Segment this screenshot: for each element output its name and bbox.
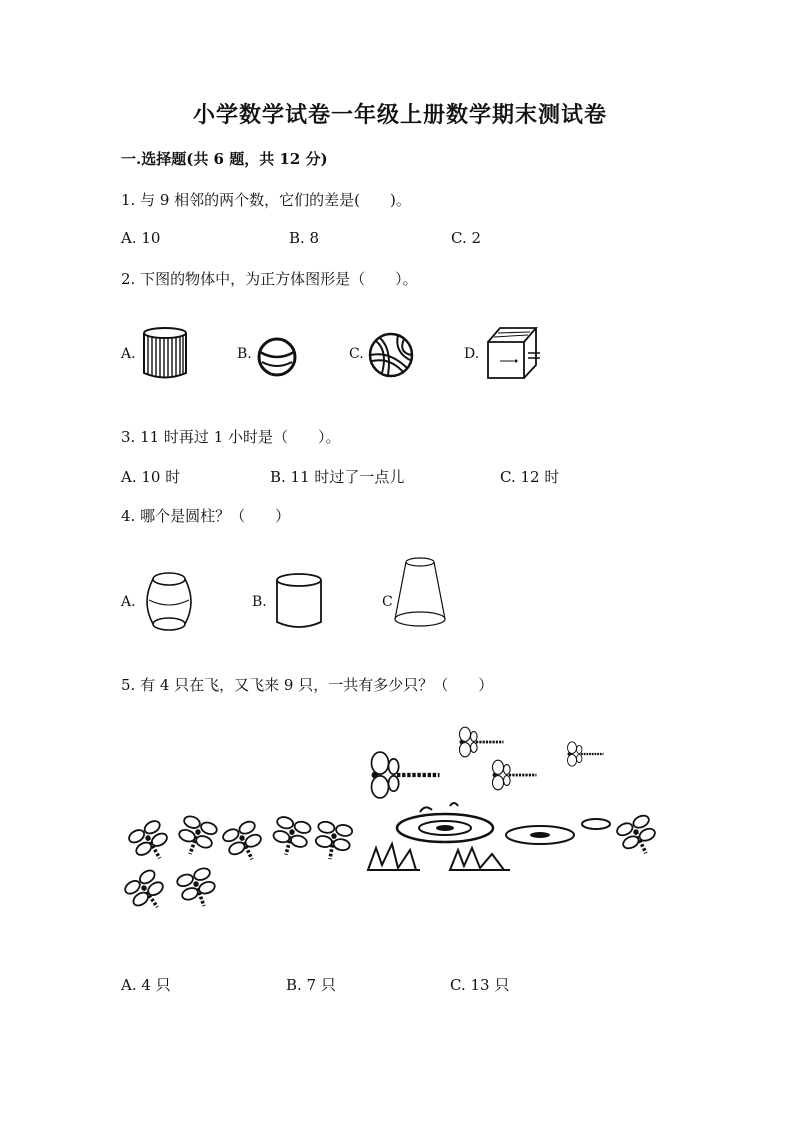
question-4-text: 4. 哪个是圆柱？（ ） bbox=[121, 507, 291, 525]
dragonfly-icon bbox=[176, 866, 220, 912]
barrel-icon bbox=[143, 570, 195, 634]
q3-option-a[interactable]: A. 10 时 bbox=[121, 468, 181, 486]
q3-option-b[interactable]: B. 11 时过了一点儿 bbox=[270, 468, 405, 486]
q4-label-b[interactable]: B. bbox=[252, 594, 267, 610]
q2-label-d[interactable]: D. bbox=[464, 346, 480, 362]
dragonfly-icon bbox=[313, 821, 353, 862]
dragonfly-icon bbox=[460, 727, 504, 757]
question-2-text: 2. 下图的物体中，为正方体图形是（ ）。 bbox=[121, 270, 418, 288]
question-1-text: 1. 与 9 相邻的两个数，它们的差是( )。 bbox=[121, 191, 411, 209]
q4-label-c[interactable]: C bbox=[382, 594, 393, 610]
striped-cylinder-icon bbox=[142, 326, 188, 380]
q1-option-b[interactable]: B. 8 bbox=[289, 229, 320, 247]
q2-label-c[interactable]: C. bbox=[349, 346, 364, 362]
ball-icon bbox=[256, 334, 298, 380]
dragonfly-icon bbox=[568, 742, 604, 766]
q5-option-c[interactable]: C. 13 只 bbox=[450, 976, 510, 994]
pond-icon bbox=[397, 803, 610, 844]
q3-option-c[interactable]: C. 12 时 bbox=[500, 468, 560, 486]
dragonfly-icon bbox=[372, 752, 440, 798]
grass-icon bbox=[368, 844, 510, 870]
q5-option-a[interactable]: A. 4 只 bbox=[121, 976, 171, 994]
question-3-text: 3. 11 时再过 1 小时是（ ）。 bbox=[121, 428, 341, 446]
dragonfly-icon bbox=[127, 819, 175, 867]
cup-icon bbox=[392, 555, 448, 631]
dragonfly-icon bbox=[221, 819, 267, 866]
box-icon bbox=[486, 325, 542, 381]
volleyball-icon bbox=[368, 331, 414, 379]
q2-label-b[interactable]: B. bbox=[237, 346, 252, 362]
dragonfly-icon bbox=[493, 760, 537, 790]
dragonfly-icon bbox=[123, 868, 172, 917]
dragonfly-icon bbox=[269, 815, 311, 859]
q4-label-a[interactable]: A. bbox=[121, 594, 136, 610]
q2-label-a[interactable]: A. bbox=[121, 346, 136, 362]
q1-option-c[interactable]: C. 2 bbox=[451, 229, 482, 247]
dragonfly-icon bbox=[174, 814, 218, 860]
question-5-text: 5. 有 4 只在飞，又飞来 9 只，一共有多少只？（ ） bbox=[121, 676, 494, 694]
page-title: 小学数学试卷一年级上册数学期末测试卷 bbox=[192, 102, 607, 128]
q1-option-a[interactable]: A. 10 bbox=[121, 229, 161, 247]
dragonfly-icon bbox=[615, 813, 661, 860]
cylinder-icon bbox=[274, 572, 324, 632]
section-heading: 一.选择题(共 6 题，共 12 分) bbox=[121, 150, 328, 168]
dragonfly-scene bbox=[120, 720, 670, 935]
q5-option-b[interactable]: B. 7 只 bbox=[286, 976, 336, 994]
